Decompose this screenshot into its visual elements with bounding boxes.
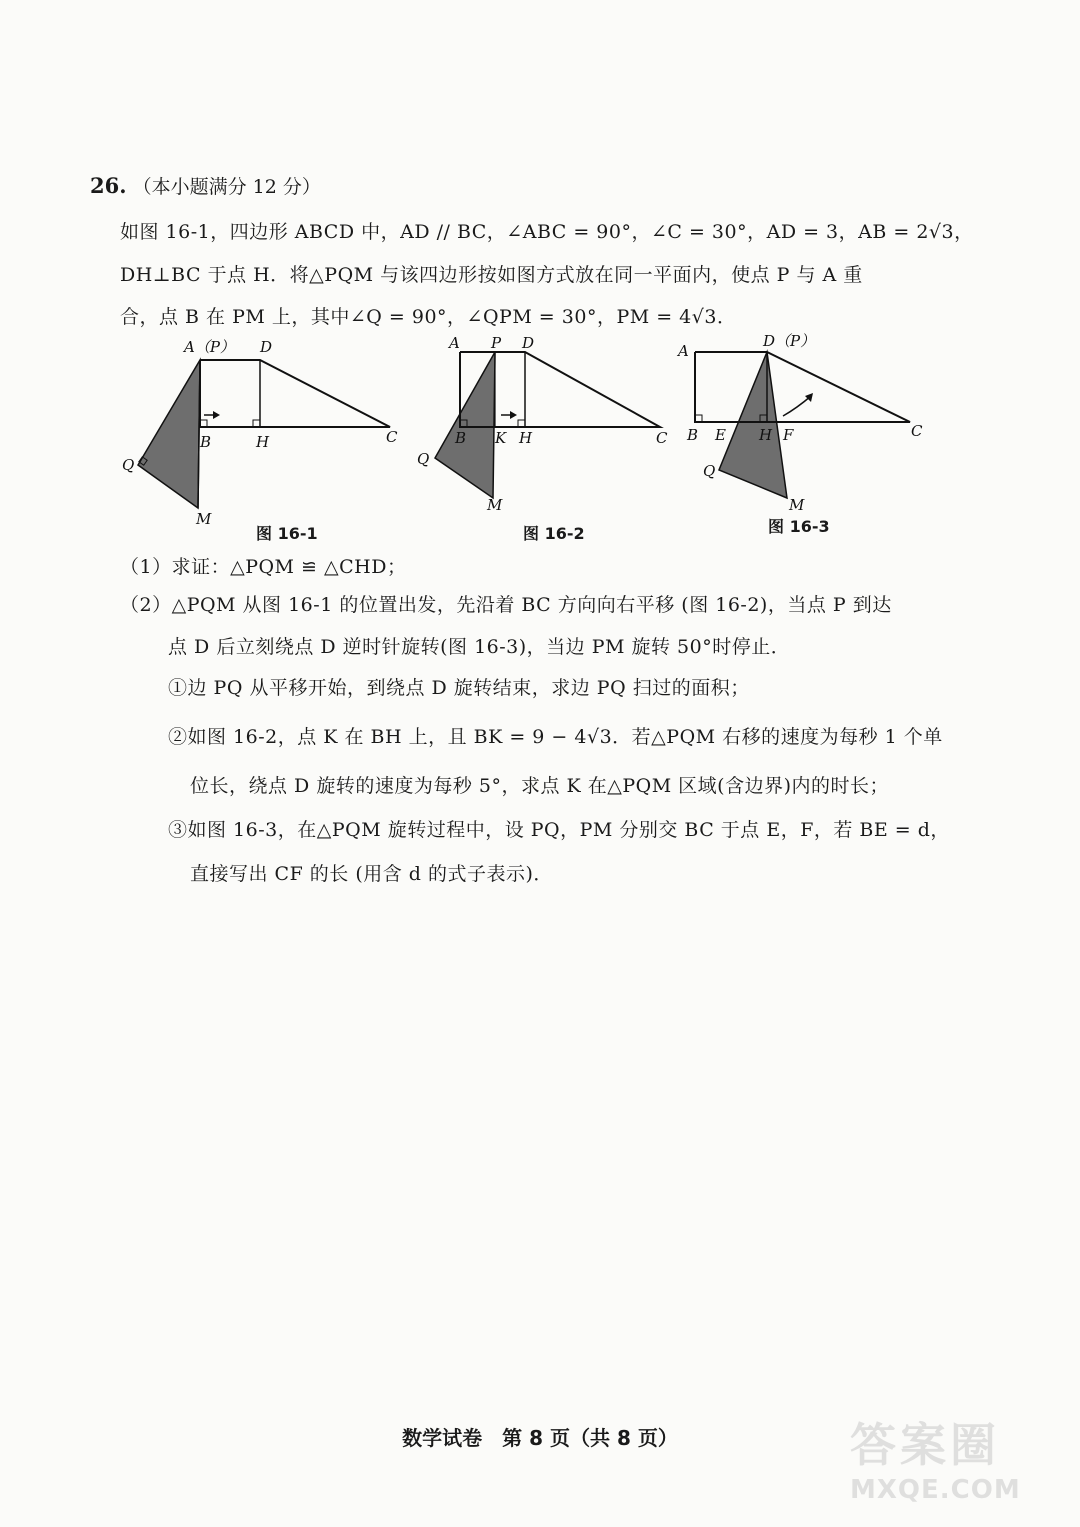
sub-question-2-line-1: ②如图 16-2，点 K 在 BH 上，且 BK = 9 − 4√3．若△PQM 右移的速度为每秒 1 个单 bbox=[168, 726, 943, 748]
score-note: （本小题满分 12 分） bbox=[132, 176, 321, 198]
label-d-p: D（P） bbox=[763, 332, 816, 350]
intro-line-3: 合，点 B 在 PM 上，其中∠Q = 90°，∠QPM = 30°，PM = 4√3． bbox=[120, 306, 737, 328]
label-c: C bbox=[911, 422, 923, 440]
label-q: Q bbox=[417, 450, 430, 468]
sub-question-2-line-2: 位长，绕点 D 旋转的速度为每秒 5°，求点 K 在△PQM 区域(含边界)内的时长； bbox=[190, 775, 890, 797]
label-q: Q bbox=[122, 456, 135, 474]
caption-16-1: 图 16-1 bbox=[256, 524, 318, 543]
label-c: C bbox=[386, 428, 398, 446]
label-d: D bbox=[522, 334, 535, 352]
label-a: A bbox=[449, 334, 460, 352]
label-d: D bbox=[260, 338, 273, 356]
label-m: M bbox=[196, 510, 212, 528]
watermark-url: MXQE.COM bbox=[850, 1475, 1021, 1505]
figure-16-2 bbox=[415, 330, 685, 534]
sub-question-1: ①边 PQ 从平移开始，到绕点 D 旋转结束，求边 PQ 扫过的面积； bbox=[168, 677, 750, 699]
sub-question-3-line-2: 直接写出 CF 的长 (用含 d 的式子表示)． bbox=[190, 863, 553, 885]
triangle-pqm bbox=[435, 352, 495, 498]
part-2-line-2: 点 D 后立刻绕点 D 逆时针旋转(图 16-3)，当边 PM 旋转 50°时停止． bbox=[168, 636, 791, 658]
question-header bbox=[90, 172, 321, 199]
label-m: M bbox=[487, 496, 503, 514]
figure-16-3 bbox=[675, 330, 935, 524]
watermark-logo-text: 答案圈 bbox=[850, 1418, 1000, 1472]
label-h: H bbox=[519, 429, 533, 447]
label-a: A bbox=[678, 342, 689, 360]
triangle-pqm bbox=[719, 352, 787, 498]
sub-question-3-line-1: ③如图 16-3，在△PQM 旋转过程中，设 PQ，PM 分别交 BC 于点 E，F，若 BE = d， bbox=[168, 819, 950, 841]
figure-16-1 bbox=[120, 330, 410, 534]
label-f: F bbox=[783, 426, 794, 444]
label-b: B bbox=[455, 429, 467, 447]
label-c: C bbox=[656, 429, 668, 447]
caption-16-2: 图 16-2 bbox=[523, 524, 585, 543]
label-m: M bbox=[789, 496, 805, 514]
triangle-pqm bbox=[138, 360, 200, 508]
label-a-p: A（P） bbox=[184, 338, 235, 356]
intro-line-2: DH⊥BC 于点 H．将△PQM 与该四边形按如图方式放在同一平面内，使点 P 与 A 重 bbox=[120, 264, 863, 286]
intro-line-1: 如图 16-1，四边形 ABCD 中，AD // BC，∠ABC = 90°，∠C = 30°，AD = 3，AB = 2√3， bbox=[120, 221, 974, 243]
label-h: H bbox=[759, 426, 773, 444]
label-b: B bbox=[687, 426, 699, 444]
quadrilateral-abcd bbox=[695, 352, 910, 422]
question-number: 26. bbox=[90, 173, 127, 198]
quadrilateral-abcd bbox=[200, 360, 390, 427]
part-2-line-1: （2）△PQM 从图 16-1 的位置出发，先沿着 BC 方向向右平移 (图 16-2)，当点 P 到达 bbox=[120, 594, 892, 616]
rotate-arrow bbox=[783, 396, 811, 416]
part-1: （1）求证：△PQM ≌ △CHD； bbox=[120, 556, 407, 578]
caption-16-3: 图 16-3 bbox=[768, 517, 830, 536]
label-p: P bbox=[491, 334, 502, 352]
label-e: E bbox=[715, 426, 726, 444]
label-k: K bbox=[495, 429, 507, 447]
label-q: Q bbox=[703, 462, 716, 480]
page-footer: 数学试卷 第 8 页（共 8 页） bbox=[402, 1426, 678, 1450]
label-h: H bbox=[256, 433, 270, 451]
label-b: B bbox=[200, 433, 212, 451]
watermark bbox=[850, 1409, 1040, 1509]
